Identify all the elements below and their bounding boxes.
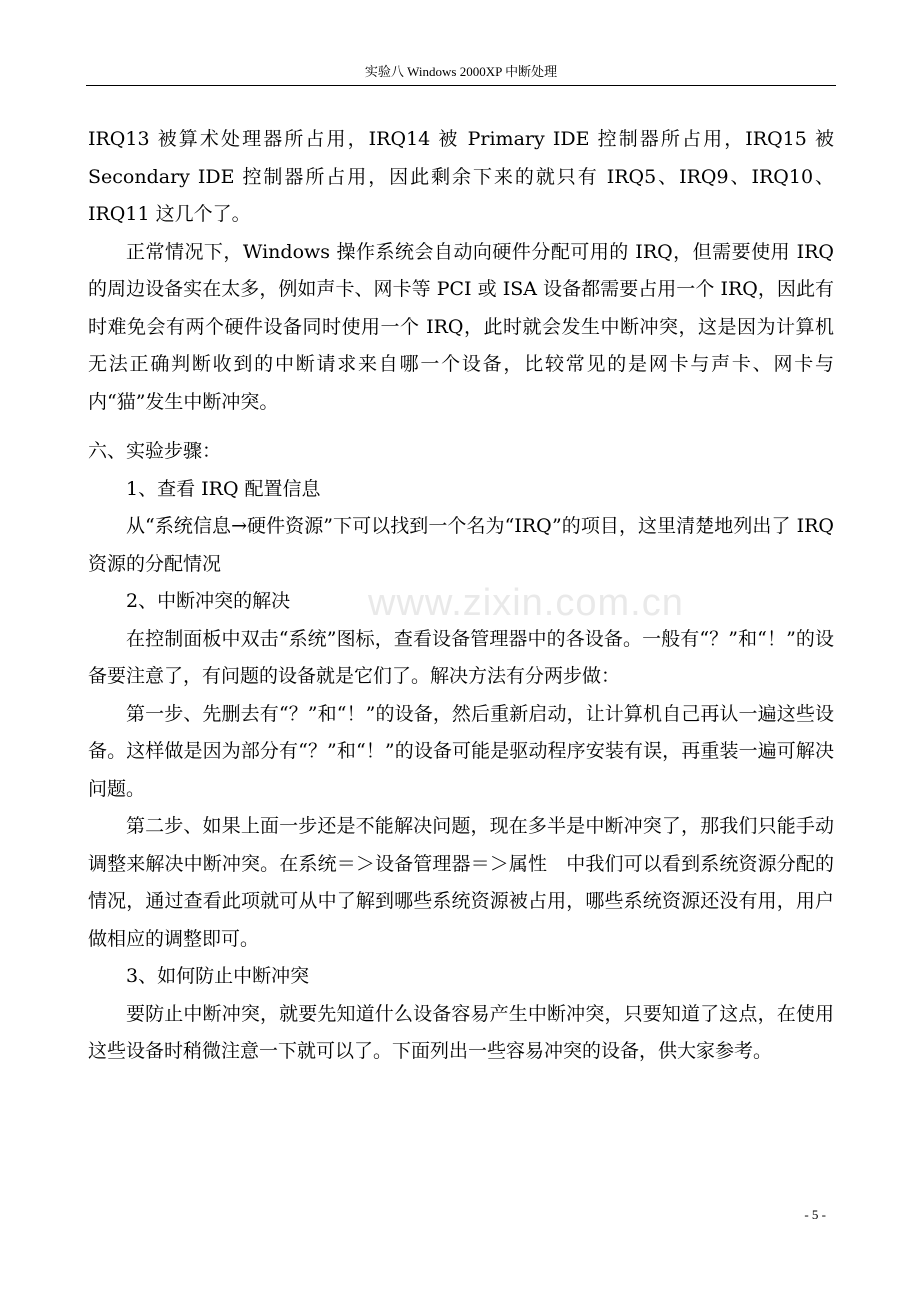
paragraph-device-manager: 在控制面板中双击“系统”图标，查看设备管理器中的各设备。一般有“？”和“！”的设备要注意了，有问题的设备就是它们了。解决方法有分两步做：	[88, 627, 834, 687]
watermark-text: www.zixin.com.cn	[368, 582, 684, 624]
paragraph-prevention: 要防止中断冲突，就要先知道什么设备容易产生中断冲突，只要知道了这点，在使用这些设备时稍微注意一下就可以了。下面列出一些容易冲突的设备，供大家参考。	[88, 1002, 834, 1062]
paragraph-system-info: 从“系统信息→硬件资源”下可以找到一个名为“IRQ”的项目，这里清楚地列出了 IRQ 资源的分配情况	[88, 515, 834, 575]
subheading-prevent-conflict: 3、如何防止中断冲突	[126, 965, 310, 987]
paragraph-irq-conflict-intro: 正常情况下，Windows 操作系统会自动向硬件分配可用的 IRQ，但需要使用 IRQ 的周边设备实在太多，例如声卡、网卡等 PCI 或 ISA 设备都需要占用一个 IRQ，因此有时难免会有两个硬件设备同时使用一个 IRQ，此时就会发生中断冲突，这是因为计算机无法正确判断收到的中断请求来自哪一个设备，比较常见的是网卡与声卡、网卡与内“猫”发生中断冲突。	[88, 240, 834, 413]
subheading-resolve-conflict: 2、中断冲突的解决	[126, 590, 291, 612]
paragraph-irq-allocation: IRQ13 被算术处理器所占用，IRQ14 被 Primary IDE 控制器所占用，IRQ15 被 Secondary IDE 控制器所占用，因此剩余下来的就只有 IRQ5、IRQ9、IRQ10、IRQ11 这几个了。	[88, 128, 834, 225]
paragraph-step-two: 第二步、如果上面一步还是不能解决问题，现在多半是中断冲突了，那我们只能手动调整来解决中断冲突。在系统＝＞设备管理器＝＞属性 中我们可以看到系统资源分配的情况，通过查看此项就可从中了解到哪些系统资源被占用，哪些系统资源还没有用，用户做相应的调整即可。	[88, 815, 834, 950]
document-body	[88, 121, 834, 1071]
subheading-view-irq: 1、查看 IRQ 配置信息	[126, 477, 321, 500]
paragraph-step-one: 第一步、先删去有“？”和“！”的设备，然后重新启动，让计算机自己再认一遍这些设备。这样做是因为部分有“？”和“！”的设备可能是驱动程序安装有误，再重装一遍可解决问题。	[88, 702, 834, 800]
section-heading-experiment-steps: 六、实验步骤：	[88, 440, 222, 462]
running-header: 实验八 Windows 2000XP 中断处理	[364, 64, 558, 79]
page-number: - 5 -	[804, 1207, 826, 1222]
header-rule	[86, 85, 836, 86]
